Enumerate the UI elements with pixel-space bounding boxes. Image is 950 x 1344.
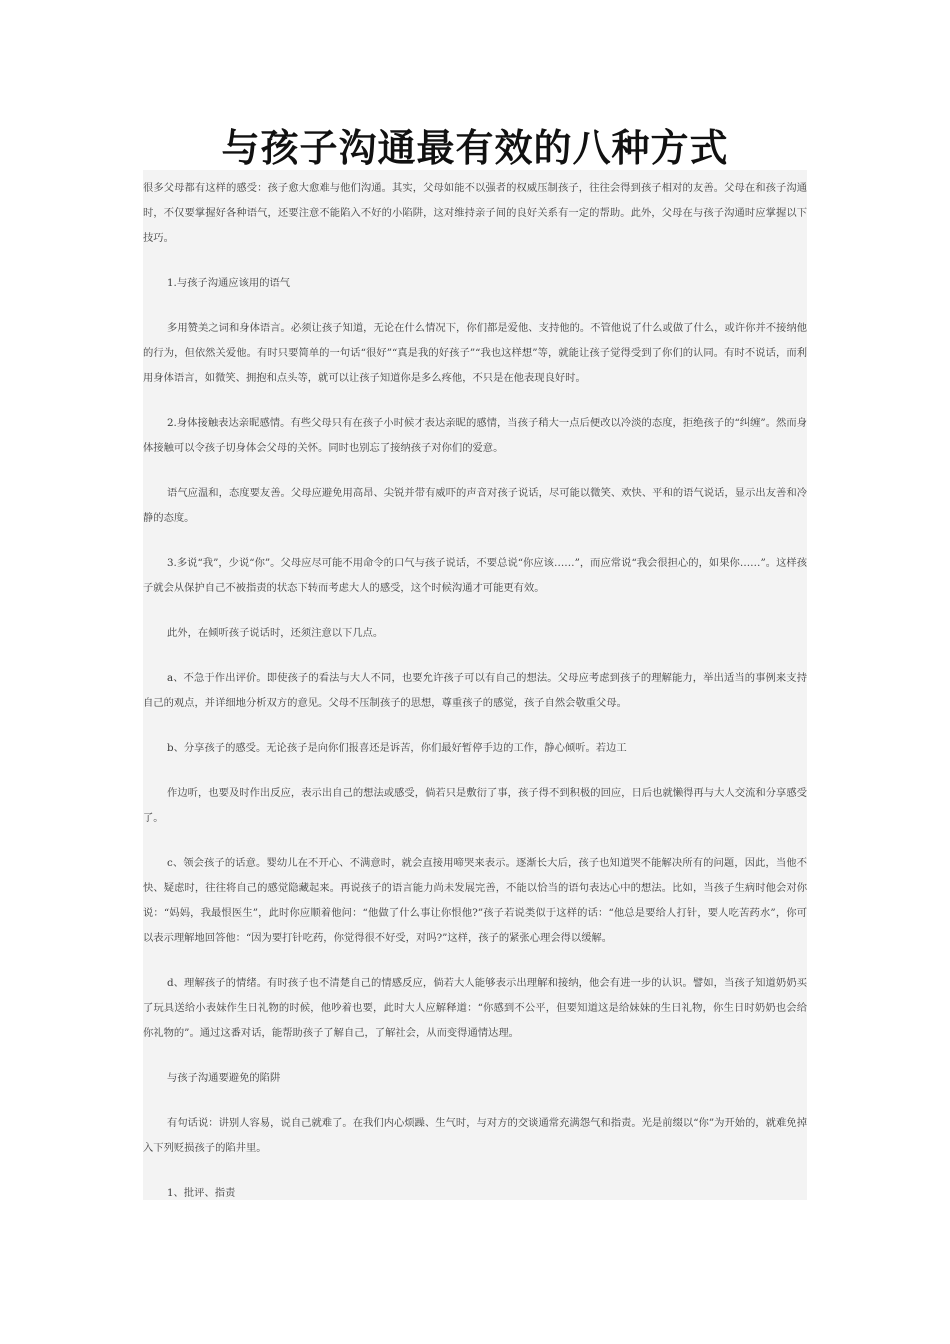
article-body xyxy=(143,170,807,1200)
page-title: 与孩子沟通最有效的八种方式 xyxy=(221,125,729,170)
body-paragraph: 3.多说“我”，少说“你”。父母应尽可能不用命令的口气与孩子说话，不要总说“你应该……”，而应常说“我会很担心的，如果你……”。这样孩子就会从保护自己不被指责的状态下转而考虑大人的感受，这个时候沟通才可能更有效。 xyxy=(143,557,807,594)
section-heading: 与孩子沟通要避免的陷阱 xyxy=(167,1072,281,1084)
body-paragraph: 语气应温和，态度要友善。父母应避免用高昂、尖锐并带有威吓的声音对孩子说话，尽可能以微笑、欢快、平和的语气说话，显示出友善和冷静的态度。 xyxy=(143,487,807,524)
body-paragraph: c、领会孩子的话意。婴幼儿在不开心、不满意时，就会直接用啼哭来表示。逐渐长大后，孩子也知道哭不能解决所有的问题，因此，当他不快、疑虑时，往往将自己的感觉隐藏起来。再说孩子的语言能力尚未发展完善，不能以恰当的语句表达心中的想法。比如，当孩子生病时他会对你说：“妈妈，我最恨医生”，此时你应顺着他问：“他做了什么事让你恨他?”孩子若说类似于这样的话：“他总是要给人打针，要人吃苦药水”，你可以表示理解地回答他：“因为要打针吃药，你觉得很不好受，对吗?”这样，孩子的紧张心理会得以缓解。 xyxy=(143,857,807,944)
body-paragraph: 作边听，也要及时作出反应，表示出自己的想法或感受，倘若只是敷衍了事，孩子得不到积极的回应，日后也就懒得再与大人交流和分享感受了。 xyxy=(143,787,807,824)
body-paragraph: d、理解孩子的情绪。有时孩子也不清楚自己的情感反应，倘若大人能够表示出理解和接纳，他会有进一步的认识。譬如，当孩子知道奶奶买了玩具送给小表妹作生日礼物的时候，他吵着也要，此时大人应解释道：“你感到不公平，但要知道这是给妹妹的生日礼物，你生日时奶奶也会给你礼物的”。通过这番对话，能帮助孩子了解自己，了解社会，从而变得通情达理。 xyxy=(143,977,807,1039)
body-paragraph: b、分享孩子的感受。无论孩子是向你们报喜还是诉苦，你们最好暂停手边的工作，静心倾听。若边工 xyxy=(167,742,627,754)
intro-paragraph: 很多父母都有这样的感受：孩子愈大愈难与他们沟通。其实，父母如能不以强者的权威压制孩子，往往会得到孩子相对的友善。父母在和孩子沟通时，不仅要掌握好各种语气，还要注意不能陷入不好的小陷阱，这对维持亲子间的良好关系有一定的帮助。此外，父母在与孩子沟通时应掌握以下技巧。 xyxy=(143,182,807,244)
body-paragraph: 多用赞美之词和身体语言。必须让孩子知道，无论在什么情况下，你们都是爱他、支持他的。不管他说了什么或做了什么，或许你并不接纳他的行为，但依然关爱他。有时只要简单的一句话“很好”“真是我的好孩子”“我也这样想”等，就能让孩子觉得受到了你们的认同。有时不说话，而利用身体语言，如微笑、拥抱和点头等，就可以让孩子知道你是多么疼他，不只是在他表现良好时。 xyxy=(143,322,807,384)
body-paragraph: 有句话说：讲别人容易，说自己就难了。在我们内心烦躁、生气时，与对方的交谈通常充满怨气和指责。光是前缀以“你”为开始的，就难免掉入下列贬损孩子的陷井里。 xyxy=(143,1117,807,1154)
list-heading: 1、批评、指责 xyxy=(167,1187,236,1199)
body-paragraph: 此外，在倾听孩子说话时，还须注意以下几点。 xyxy=(167,627,384,639)
body-paragraph: a、不急于作出评价。即使孩子的看法与大人不同，也要允许孩子可以有自己的想法。父母应考虑到孩子的理解能力，举出适当的事例来支持自己的观点，并详细地分析双方的意见。父母不压制孩子的思想，尊重孩子的感觉，孩子自然会敬重父母。 xyxy=(143,672,807,709)
section-heading: 1.与孩子沟通应该用的语气 xyxy=(167,277,291,289)
body-paragraph: 2.身体接触表达亲昵感情。有些父母只有在孩子小时候才表达亲昵的感情，当孩子稍大一点后便改以冷淡的态度，拒绝孩子的“纠缠”。然而身体接触可以令孩子切身体会父母的关怀。同时也别忘了接纳孩子对你们的爱意。 xyxy=(143,417,807,454)
